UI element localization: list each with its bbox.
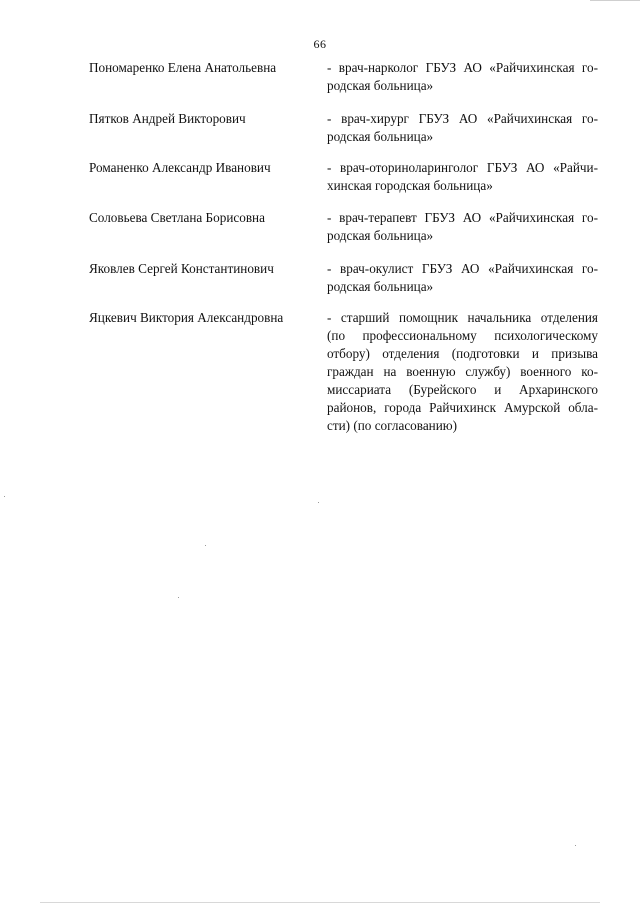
position-line: - врач-хирург ГБУЗ АО «Райчихинская го- [327, 111, 598, 126]
position-line: родская больница» [327, 279, 434, 294]
scan-speck [205, 545, 206, 546]
scan-speck [318, 502, 319, 503]
position-line: - врач-терапевт ГБУЗ АО «Райчихинская го- [327, 210, 598, 225]
page-number: 66 [313, 37, 327, 51]
position-line: - врач-окулист ГБУЗ АО «Райчихинская го- [327, 261, 598, 276]
position-line: родская больница» [327, 78, 434, 93]
scan-speck [4, 496, 5, 497]
scan-speck [178, 597, 179, 598]
position-line: - врач-нарколог ГБУЗ АО «Райчихинская го- [327, 60, 598, 75]
person-name: Соловьева Светлана Борисовна [89, 210, 265, 225]
position-line: (по профессиональному психологическому [327, 328, 598, 343]
person-name: Пономаренко Елена Анатольевна [89, 60, 277, 75]
person-name: Романенко Александр Иванович [89, 160, 271, 175]
person-position [327, 159, 598, 195]
position-line: миссариата (Бурейского и Архаринского [327, 382, 598, 397]
person-position [327, 260, 598, 296]
person-position [327, 209, 598, 245]
position-line: родская больница» [327, 228, 434, 243]
person-name: Пятков Андрей Викторович [89, 111, 246, 126]
position-line: хинская городская больница» [327, 178, 493, 193]
position-line: сти) (по согласованию) [327, 418, 458, 433]
person-name: Яцкевич Виктория Александровна [89, 310, 284, 325]
person-position [327, 110, 598, 146]
position-line: родская больница» [327, 129, 434, 144]
scan-speck [575, 845, 576, 846]
person-position [327, 59, 598, 95]
position-line: отбору) отделения (подготовки и призыва [327, 346, 598, 361]
person-name: Яковлев Сергей Константинович [89, 261, 274, 276]
position-line: - старший помощник начальника отделения [327, 310, 598, 325]
person-position [327, 309, 598, 435]
scan-edge-bottom [40, 902, 600, 903]
position-line: - врач-оториноларинголог ГБУЗ АО «Райчи- [327, 160, 598, 175]
position-line: районов, города Райчихинск Амурской обла- [327, 400, 598, 415]
position-line: граждан на военную службу) военного ко- [327, 364, 598, 379]
